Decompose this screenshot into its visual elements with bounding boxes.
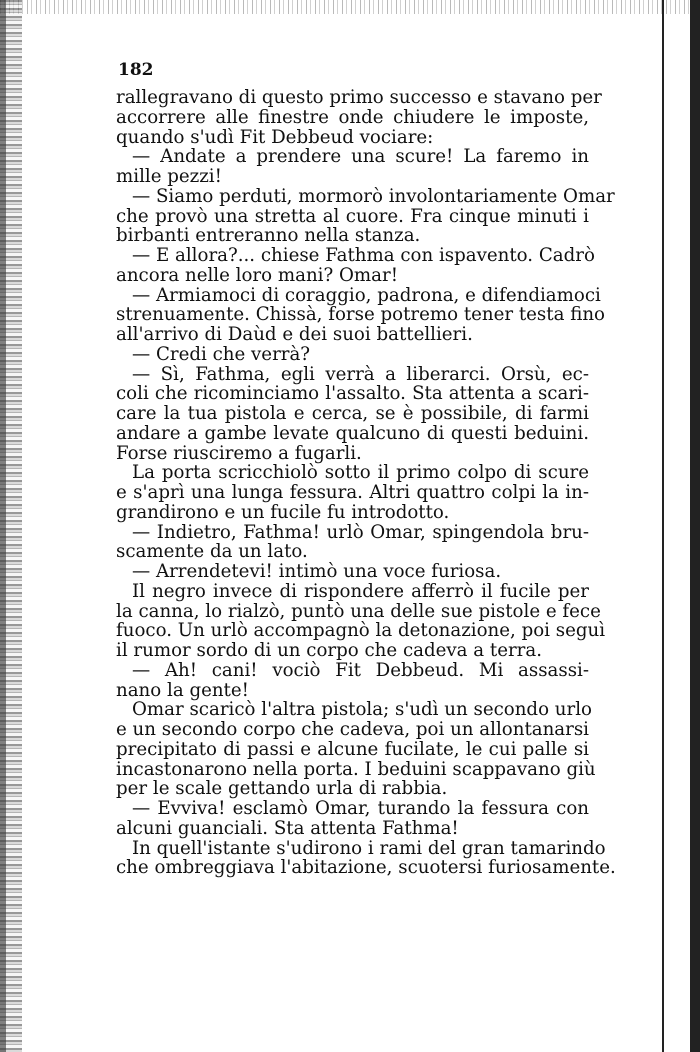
- text-line: care la tua pistola e cerca, se è possibile, di farmi: [116, 403, 589, 424]
- text-line: incastonarono nella porta. I beduini scappavano giù: [116, 758, 596, 780]
- page-number: 182: [118, 60, 154, 80]
- text-line: scamente da un lato.: [116, 541, 308, 563]
- text-line: — Sì, Fathma, egli verrà a liberarci. Orsù, ec-: [132, 363, 589, 385]
- text-line: che ombreggiava l'abitazione, scuotersi furiosamente.: [116, 857, 616, 879]
- text-line: precipitato di passi e alcune fucilate, le cui palle si: [116, 738, 589, 760]
- text-line: — Evviva! esclamò Omar, turando la fessura con: [132, 798, 589, 819]
- scan-left-border: [0, 0, 6, 1052]
- text-line: In quell'istante s'udirono i rami del gran tamarindo: [132, 837, 606, 859]
- text-line: andare a gambe levate qualcuno di questi beduini.: [116, 422, 589, 444]
- text-line: grandirono e un fucile fu introdotto.: [116, 501, 450, 523]
- text-line: fuoco. Un urlò accompagnò la detonazione, poi seguì: [116, 620, 606, 642]
- scan-right-rule: [662, 0, 664, 1052]
- text-line: Il negro invece di rispondere afferrò il fucile per: [132, 580, 589, 602]
- text-line: alcuni guanciali. Sta attenta Fathma!: [116, 817, 459, 839]
- text-line: per le scale gettando urla di rabbia.: [116, 778, 448, 800]
- text-line: — E allora?... chiese Fathma con ispavento. Cadrò: [132, 245, 595, 266]
- text-line: la canna, lo rialzò, puntò una delle sue pistole e fece: [116, 600, 601, 622]
- scan-right-edge: [690, 0, 700, 1052]
- text-line: il rumor sordo di un corpo che cadeva a terra.: [116, 640, 542, 661]
- text-line: Omar scaricò l'altra pistola; s'udì un secondo urlo: [132, 699, 592, 721]
- text-line: ancora nelle loro mani? Omar!: [116, 264, 399, 286]
- text-line: coli che ricominciamo l'assalto. Sta attenta a scari-: [116, 383, 589, 405]
- text-line: nano la gente!: [116, 679, 249, 701]
- text-line: La porta scricchiolò sotto il primo colpo di scure: [132, 462, 589, 484]
- text-line: quando s'udì Fit Debbeud vociare:: [116, 126, 434, 148]
- text-line: che provò una stretta al cuore. Fra cinque minuti i: [116, 205, 589, 227]
- text-line: e un secondo corpo che cadeva, poi un allontanarsi: [116, 719, 589, 740]
- text-line: — Credi che verrà?: [132, 343, 311, 365]
- text-line: — Andate a prendere una scure! La faremo in: [132, 146, 589, 168]
- text-line: birbanti entreranno nella stanza.: [116, 225, 421, 247]
- text-line: — Arrendetevi! intimò una voce furiosa.: [132, 561, 502, 582]
- scan-top-edge: [0, 0, 700, 14]
- text-line: — Armiamoci di coraggio, padrona, e difendiamoci: [132, 284, 601, 306]
- text-line: all'arrivo di Daùd e dei suoi battellieri.: [116, 324, 473, 345]
- text-line: accorrere alle finestre onde chiudere le imposte,: [116, 106, 589, 128]
- text-line: — Siamo perduti, mormorò involontariamente Omar: [132, 185, 615, 207]
- text-line: rallegravano di questo primo successo e stavano per: [116, 87, 602, 108]
- text-line: — Ah! cani! vociò Fit Debbeud. Mi assassi-: [132, 659, 589, 681]
- text-line: e s'aprì una lunga fessura. Altri quattro colpi la in-: [116, 482, 589, 503]
- text-line: mille pezzi!: [116, 166, 222, 187]
- text-line: strenuamente. Chissà, forse potremo tener testa fino: [116, 304, 605, 326]
- body-text: [116, 87, 616, 879]
- text-line: Forse riusciremo a fugarli.: [116, 442, 362, 464]
- text-line: — Indietro, Fathma! urlò Omar, spingendola bru-: [132, 521, 589, 543]
